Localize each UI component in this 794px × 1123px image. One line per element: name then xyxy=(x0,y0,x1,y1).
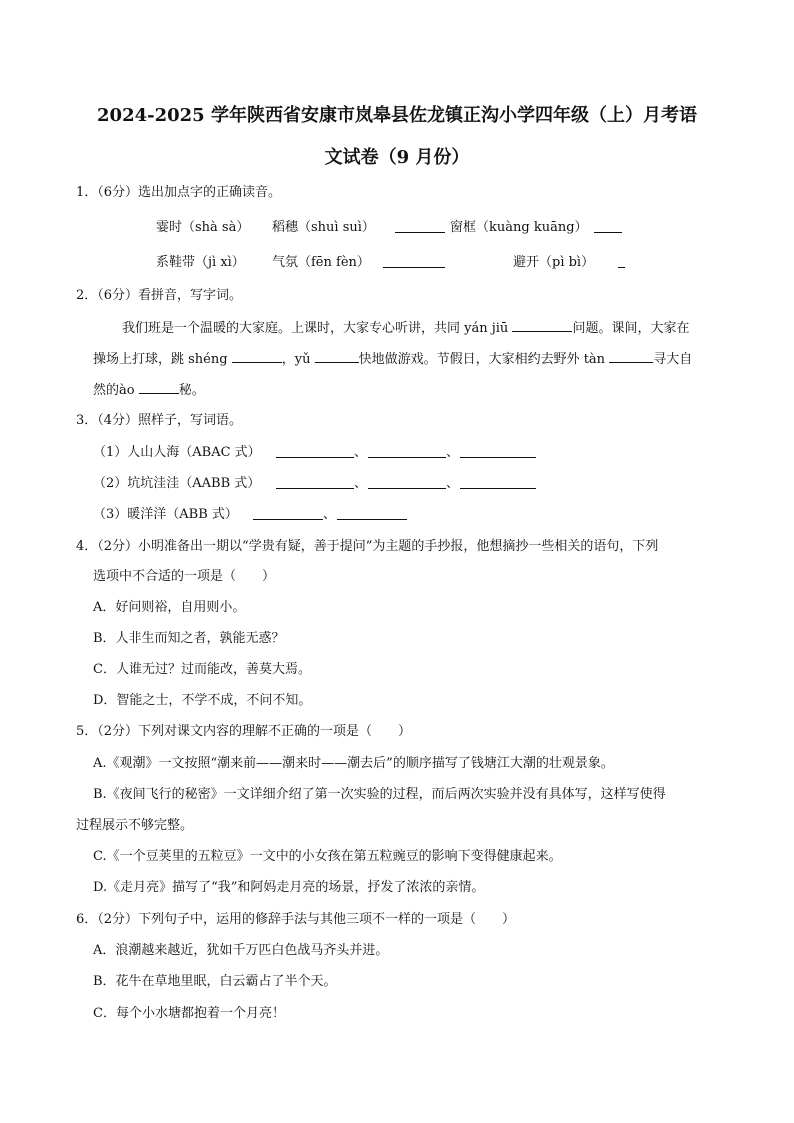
q2-stem: 2．（6分）看拼音，写字词。 xyxy=(76,288,243,303)
q2-answer-blank-tan[interactable] xyxy=(609,349,653,363)
q4-stem-line2: 选项中不合适的一项是（ ） xyxy=(93,569,276,584)
q1-item-2: 稻穗（shuì suì） xyxy=(272,220,375,235)
q3-item-3-label: （3）暖洋洋（ABB 式） xyxy=(93,507,238,522)
q3-item-1-blank-3[interactable] xyxy=(460,444,536,458)
q3-item-2-sep-1: 、 xyxy=(354,476,368,491)
q1-answer-blank-4[interactable] xyxy=(618,254,625,268)
q4-option-b[interactable]: B．人非生而知之者，孰能无惑？ xyxy=(93,631,285,646)
q2-answer-blank-sheng[interactable] xyxy=(232,349,282,363)
q6-option-b[interactable]: B．花牛在草地里眠，白云霸占了半个天。 xyxy=(93,974,337,989)
q3-item-2-label: （2）坑坑洼洼（AABB 式） xyxy=(93,476,261,491)
q2-paragraph-line2 xyxy=(93,349,692,369)
q1-answer-blank-3[interactable] xyxy=(383,254,445,268)
q3-item-2-blank-2[interactable] xyxy=(368,475,446,489)
q1-answer-blank-2[interactable] xyxy=(594,219,622,233)
q3-item-1-blank-1[interactable] xyxy=(276,444,354,458)
q3-item-1-label: （1）人山人海（ABAC 式） xyxy=(93,445,261,460)
q2-paragraph-line3 xyxy=(93,380,205,400)
q2-text-2b: ，yǔ xyxy=(281,352,311,367)
q6-stem: 6．（2分）下列句子中，运用的修辞手法与其他三项不一样的一项是（ ） xyxy=(76,912,516,927)
q2-paragraph-line1 xyxy=(122,318,689,338)
q3-stem: 3．（4分）照样子，写词语。 xyxy=(76,413,243,428)
q2-answer-blank-yu[interactable] xyxy=(315,349,359,363)
q5-option-c[interactable]: C.《一个豆荚里的五粒豆》一文中的小女孩在第五粒豌豆的影响下变得健康起来。 xyxy=(93,849,562,864)
q3-item-3-blank-2[interactable] xyxy=(337,506,407,520)
q5-option-d[interactable]: D.《走月亮》描写了“我”和阿妈走月亮的场景，抒发了浓浓的亲情。 xyxy=(93,880,485,895)
q2-text-2a: 操场上打球，跳 shéng xyxy=(93,352,228,367)
q2-text-1a: 我们班是一个温暖的大家庭。上课时，大家专心听讲，共同 yán jiū xyxy=(122,321,509,336)
q5-stem: 5．（2分）下列对课文内容的理解不正确的一项是（ ） xyxy=(76,724,412,739)
q1-stem: 1．（6分）选出加点字的正确读音。 xyxy=(76,185,282,200)
q1-item-4: 系鞋带（jì xì） xyxy=(156,255,245,270)
q1-item-3: 窗框（kuàng kuāng） xyxy=(450,220,588,235)
q4-option-a[interactable]: A．好问则裕，自用则小。 xyxy=(93,600,246,615)
q3-item-1-blank-2[interactable] xyxy=(368,444,446,458)
q5-option-b-line1[interactable]: B.《夜间飞行的秘密》一文详细介绍了第一次实验的过程，而后两次实验并没有具体写，这样写使得 xyxy=(93,787,666,802)
q2-answer-blank-ao[interactable] xyxy=(139,380,179,394)
q3-item-2-blank-1[interactable] xyxy=(276,475,354,489)
q3-item-2-sep-2: 、 xyxy=(446,476,460,491)
q5-option-b-line2: 过程展示不够完整。 xyxy=(76,818,194,833)
q1-answer-blank-1[interactable] xyxy=(395,219,445,233)
q1-item-1: 霎时（shà sà） xyxy=(156,220,250,235)
q6-option-a[interactable]: A．浪潮越来越近，犹如千万匹白色战马齐头并进。 xyxy=(93,943,389,958)
q1-item-6: 避开（pì bì） xyxy=(513,255,595,270)
q1-item-5: 气氛（fēn fèn） xyxy=(272,255,370,270)
q3-item-3-blank-1[interactable] xyxy=(253,506,323,520)
q5-option-a[interactable]: A.《观潮》一文按照“潮来前——潮来时——潮去后”的顺序描写了钱塘江大潮的壮观景象。 xyxy=(93,756,614,771)
q4-option-c[interactable]: C．人谁无过？过而能改，善莫大焉。 xyxy=(93,662,311,677)
exam-title-line2: 文试卷（9 月份） xyxy=(324,147,470,168)
q4-option-d[interactable]: D．智能之士，不学不成，不问不知。 xyxy=(93,693,312,708)
q3-item-1-sep-1: 、 xyxy=(354,445,368,460)
q4-stem-line1: 4．（2分）小明准备出一期以“学贵有疑，善于提问”为主题的手抄报，他想摘抄一些相关的语句，下列 xyxy=(76,539,659,554)
q3-item-1-sep-2: 、 xyxy=(446,445,460,460)
q3-item-3-sep-1: 、 xyxy=(323,507,337,522)
q2-text-2c: 快地做游戏。节假日，大家相约去野外 tàn xyxy=(358,352,606,367)
q2-text-3b: 秘。 xyxy=(178,383,205,398)
q3-item-2-blank-3[interactable] xyxy=(460,475,536,489)
q2-text-3a: 然的ào xyxy=(93,383,135,398)
q6-option-c[interactable]: C．每个小水塘都抱着一个月亮！ xyxy=(93,1006,285,1021)
q2-text-1b: 问题。课间，大家在 xyxy=(572,321,690,336)
q2-answer-blank-yanjiu[interactable] xyxy=(512,318,572,332)
exam-title-line1: 2024-2025 学年陕西省安康市岚皋县佐龙镇正沟小学四年级（上）月考语 xyxy=(97,105,697,126)
q2-text-2d: 寻大自 xyxy=(653,352,693,367)
